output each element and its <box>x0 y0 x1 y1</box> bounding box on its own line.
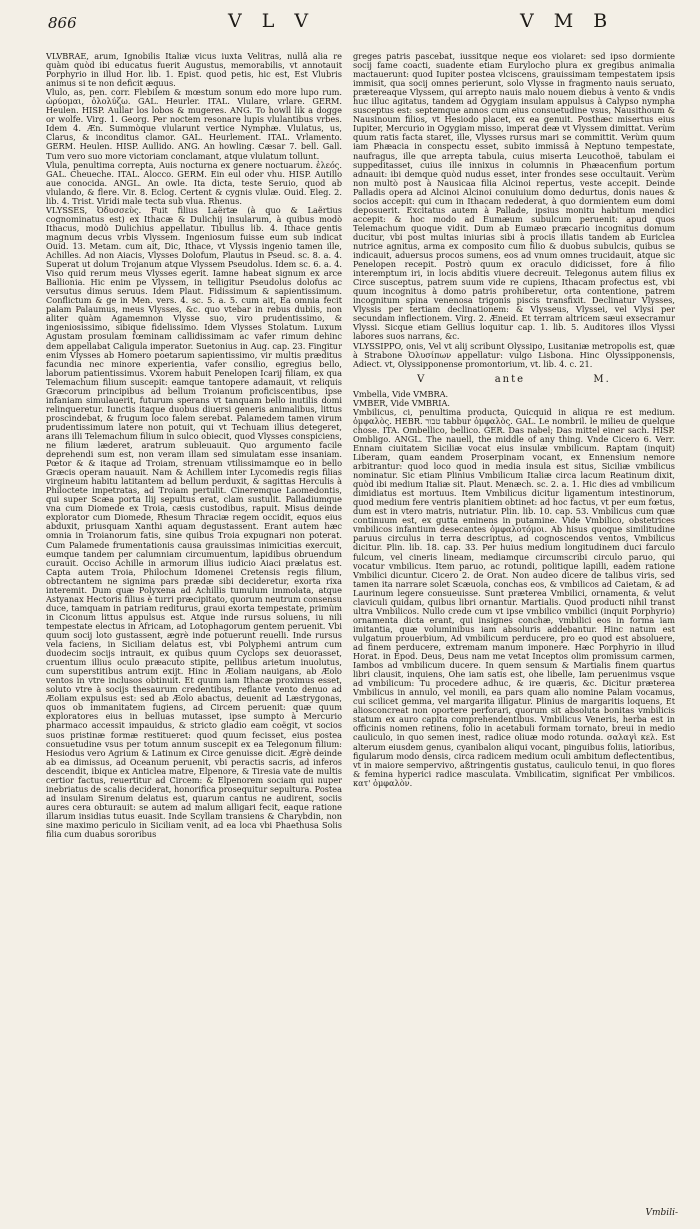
entry-vlysses: VLYSSES, Ὀδυσσεὺς. Fuit filius Laërtæ (à quo & Laërtius cognominatus est) ex Ithacæ & Dulichij insularum, à quibus modò Ithacus, modò Dulichius appellatur. Tibullus lib. 4. Ithace gentis magnum decus vrbis Vlyssem. Ingeniosum fuisse eum sub indicat Ouid. 13. Metam. cum ait, Dic, Ithace, vt Vlyssis ingenio tamen ille, Achilles. Ad non Aiacis, Vlysses Dolofum, Plautus in Pseud. sc. 8. a. 4. Superat ut dolum Trojanum atque Vlyssem Pseudolus. Idem sc. 6. a. 4. Viso quid rerum meus Vlysses egerit. Iamne habeat signum ex arce Ballionia. Hic enim pe Vlyssem, in telligitur Pseudolus dolofus ac versutus dimus seruus. Idem Plaut. Fidissimum & sapientissimum. Conflictum & ge in Men. vers. 4. sc. 5. a. 5. cum ait, Ea omnia fecit palam Palaumus, meus Vlysses, &c. quo vtebar in rebus dubiis, non aliter quàm Agamemnon Vlysse suo, viro prudentissimo, & ingeniosissimo, sibique fidelissimo. Idem Vlysses Stolatum. Luxum Agustam prosulam fœminam callidissimam ac vafer rimum dehinc dem appellabat Caligula imperator. Suetonius in Aug. cap. 23. Fingitur enim Vlysses ab Homero poetarum sapientissimo, vir multis præditus facundia nec minore experientia, vafer consilio, egregius bello, laborum patientissimus. Vxorem habuit Penelopen Icarij filiam, ex qua Telemachum filium suscepit: eamque tantopere adamauit, vt reliquis Græcorum principibus ad bellum Troianum proficiscentibus, ipse infaniam simulauerit, futurum sperans vt tanquam bello inutilis domi relinqueretur. Iunctis itaque duobus diuersi generis animalibus, littus proscindebat, & frugum loco falem serebat. Palamedem tamen virum prudentissimum latere non potuit, qui vt Techuam illius detegeret, arans illi Telemachum filium in sulco obiecit, quod Vlysses conspiciens, ne filium læderet, aratrum subleuauit. Quo argumento facile deprehendi sum est, non veram illam sed simulatam esse insaniam. Pœtor & & itaque ad Troiam, strenuam vtilissimamque eo in bello Græcis operam nauauit. Nam & Achillem inter Lycomedis regis filias virgineum habitu latitantem ad bellum perduxit, & sagittas Herculis à Philoctete impetratas, ad Troiam pertulit. Cineremque Laomedontis, qui super Scæa porta Ilij sepultus erat, clam sustulit. Palladiumque vna cum Diomede ex Troia, cæsis custodibus, rapuit. Misus deinde explorator cum Diomede, Rhesum Thraciæ regem occidit, equos eius abduxit, priusquam Xanthi aquam degustassent. Erant autem hæc omnia in Troianorum fatis, sine quibus Troia expugnari non poterat. Cum Palamede frumentationis causa grauissimas inimicitias exercuit, eumque tandem per calumniam circumuentum, lapidibus obruendum curauit. Occiso Achille in armorum illius iudicio Aiaci prælatus est. Capta autem Troia, Philochum Idomenei Cretensis regis filium, obtrectantem ne signima pars prædæ sibi decideretur, exorta rixa interemit. Dum quæ Polyxena ad Achillis tumulum immolata, atque Astyanax Hectoris filius è turri præcipitato, quorum neutrum consensu duce, tamquam in patriam rediturus, graui exorta tempestate, primùm in Ciconum littus appulsus est. Atque inde rursus soluens, iu nili tempestate electus in Africam, ad Lotophagorum gentem peruenit. Vbi quum socij loto gustassent, ægrè inde potuerunt reuelli. Inde rursus vela faciens, in Siciliam delatus est, vbi Polyphemi antrum cum duodecim socijs intrauit, ex quibus quum Cyclops sex deuorasset, cruentum illius oculo præacuto stipite, pellibus arietum inuolutus, cum superstitibus antrum exijt. Hinc in Æoliam nauigans, ab Æolo ventos in vtre inclusos obtinuit. Et quum iam Ithacæ proximus esset, soluto vtre à socijs thesaurum credentibus, reflante vento denuo ad Æoliam expulsus est: sed ab Æolo abactus, deuenit ad Læstrygonas, quos ob immanitatem fugiens, ad Circem peruenit: quæ quum exploratores eius in belluas mutasset, ipse sumpto à Mercurio pharmaco accessit impauidus, & stricto gladio eam coëgit, vt socios suos pristinæ formæ restitueret: quod quum fecisset, eius postea consuetudine vsus per totum annum suscepit ex ea Telegonum filium: Hesiodus vero Agrium & Latinum ex Circe genuisse dicit. Ægrè deinde ab ea dimissus, ad Oceanum peruenit, vbi peractis sacris, ad inferos descendit, ibique ex Anticlea matre, Elpenore, & Tiresia vate de multis certior factus, reuertitur ad Circem: & Elpenorem sociam qui nuper inebriatus de scalis deciderat, honorifica prosequitur sepultura. Postea ad insulam Sirenum delatus est, quarum cantus ne audirent, sociis aures cera obturauit: se autem ad malum alligari fecit, eaque ratione illarum insidias tutus euasit. Inde Scyllam transiens & Charybdin, non sine maximo periculo in Siciliam venit, ad ea loca vbi Phaethusa Solis filia cum duabus sororibus <box>46 204 342 840</box>
page-header <box>0 0 700 40</box>
running-head-right: V M B <box>520 10 615 32</box>
running-head-left: V L V <box>228 10 316 32</box>
entry-vlula: Vlula, penultima correpta, Auis nocturna ex genere noctuarum. ἐλεός. GAL. Cheueche. ITAL. Alocco. GERM. Ein eul oder vhu. HISP. Autillo aue conocida. ANGL. An owle. Ita dicta, teste Seruio, quod ab vlulando, & flere. Vir. 8. Eclog. Certent & cygnis vlulæ. Ouid. Eleg. 2. lib. 4. Trist. Viridi male tecta sub vlua. Rhenus. <box>46 159 342 206</box>
right-column <box>353 52 675 1222</box>
section-heading-next: M. <box>593 373 611 385</box>
catchword: Vmbili- <box>645 1208 678 1218</box>
entry-vlulo: Vlulo, as, pen. corr. Flebilem & mœstum sonum edo more lupo rum. ὠρύομαι, ὀλολύζω. GAL. Heurler. ITAL. Vlulare, vrlare. GERM. Heulen. HISP. Aullar los lobos & mugeres. ANG. To howll lik a dogge or wolfe. Virg. 1. Georg. Per noctem resonare lupis vlulantibus vrbes. Idem 4. Æn. Summòque vlularunt vertice Nymphæ. Vlulatus, us, Clarus, & inconditus clamor. GAL. Heurlement. ITAL. Vrlamento. GERM. Heulen. HISP. Aullido. ANG. An howling. Cæsar 7. bell. Gall. Tum vero suo more victoriam conclamant, atque vlulatum tollunt. <box>46 87 342 161</box>
section-heading-letter: V <box>417 373 427 385</box>
left-column <box>46 52 342 1222</box>
entry-vmbilicus: Vmbilicus, ci, penultima producta, Quicquid in aliqua re est medium. ὀμφαλὸς. HEBR. טבור tabbur ὀμφαλὸς. GAL. Le nombril. le milieu de quelque chose. ITA. Ombellico, bellico. GER. Das nabel; Das mittel einer sach. HISP. Ombligo. ANGL. The nauell, the middle of any thing. Vnde Cicero 6. Verr. Ennam ciuitatem Siciliæ vocat eius insulæ vmbilicum. Raptam (inquit) Liberam, quam eandem Proserpinam vocant, ex Ennensium nemore arbitrantur: quod loco quod in media insula est situs, Siciliæ vmbilicus nominatur. Sic etiam Plinius Vmbilicum Italiæ circa lacum Reatinum dixit, quòd ibi medium Italiæ sit. Plaut. Menæch. sc. 2. a. 1. Hic dies ad vmbilicum dimidiatus est mortuus. Item Vmbilicus dicitur ligamentum intestinorum, quod medium fere ventris planitiem obtinet: ad hoc factus, vt per eum fœtus, dum est in vtero matris, nutriatur. Plin. lib. 10. cap. 53. Vmbilicus cum quæ continuum est, ex gutta eminens in putamine. Vide Vmbilico, obstetrices vmbilicos infantium desecantes ὀμφαλοτόμοι. Ab hisus quoque similitudine paruus circulus in terra descriptus, ad cognoscendos ventos, Vmbilicus dicitur. Plin. lib. 18. cap. 33. Per huius medium longitudinem duci farculo fulcum, vel cineris lineam, mediamque circumscribi circulo paruo, qui vocatur vmbilicus. Item paruo, ac rotundi, politique lapilli, eadem ratione Vmbilici dicuntur. Cicero 2. de Orat. Non audeo dicere de talibus viris, sed tamen ita narrare solet Scæuola, conchas eos, & vmbilicos ad Caietam, & ad Laurinum legere consueuisse. Sunt præterea Vmbilici, ornamenta, & velut claviculi quidam, quibus libri ornantur. Martialis. Quod producti nihil transt ultra Vmbilicos. Nullo crede cum vt ipse vmbilico vmbilici (inquit Porphyrio) ornamenta dicta erant, qui insignes conchæ, vmbilici eos in forma iam imitantia, quæ voluminibus iam absoluris addebantur. Hinc natum est vulgatum prouerbium, Ad vmbilicum perducere, pro eo quod est absoluere, ad finem perducere, extremam manum imponere. Hæc Porphyrio in illud Horat. in Epod. Deus, Deus nam me vetat Inceptos olim promissum carmen, Iambos ad vmbilicum ducere. In quem sensum & Martialis finem quartus libri clausit, inquiens, Ohe iam satis est, ohe libelle, Iam peruenimus vsque ad vmbilicum: Tu procedere adhuc, & ire quæris, &c. Dicitur præterea Vmbilicus in annulo, vel monili, ea pars quam alio nomine Palam vocamus, cui scilicet gemma, vel margarita illigatur. Plinius de margaritis loquens, Et aliosconcreat non oportere perforari, quorum sit absoluta bonitas vmbilicis statum ex auro capita comprehendentibus. Vmbilicus Veneris, herba est in officinis nomen retinens, folio in acetabuli formam tornato, breui in medio cauliculo, in quo semen inest, radice oliuæ modo rotunda. σαλαγὶ κελ. Est alterum eiusdem genus, cyanibalon aliqui vocant, pinguibus foliis, latioribus, figularum modo densis, circa radicem medium oculi ambitum deflectentibus, vt in maiore sempervivo, aßtringentis gustatus, cauliculo tenui, in quo flores & femina hyperici radice masculata. Vmbilicatim, significat Per vmbilicos. κατ' ὀμφαλὸν. <box>353 406 675 788</box>
page-number: 866 <box>48 14 77 32</box>
section-heading-ante: ante <box>494 373 526 385</box>
section-heading <box>353 375 675 384</box>
entry-vmber: VMBER, Vide VMBRIA. <box>353 397 450 408</box>
entry-vlyssippo: VLYSSIPPO, onis, Vel vt alij scribunt Olyssipo, Lusitaniæ metropolis est, quæ à Strabone Ὀλυσίπων appellatur: vulgo Lisbona. Hinc Olyssipponensis, Adiect. vt, Olyssipponense promontorium, vt. lib. 4. c. 21. <box>353 340 675 369</box>
entry-vmbella: Vmbella, Vide VMBRA. <box>353 388 449 399</box>
entry-vlysses-continued: greges patris pascebat, iussitque neque eos violaret: sed ipso dormiente socij fame coacti, suadente etiam Eurylocho plura ex gregibus animalia mactauerunt: quod Iupiter postea vlciscens, grauissimam tempestatem ipsis immisit, qua socij omnes perierunt, solo Vlysse in fragmento nauis seruato, prætereaque Vlyssem, qui arrepto nauis malo nouem diebus à vento & vndis huc illuc agitatus, tandem ad Ogygiam insulam appulsus à Calypso nympha susceptus est: septemque annos cum eius consuetudine vsus, Nausithoum & Nausinoum filios, vt Hesiodo placet, ex ea genuit. Posthæc misertus eius Iupiter, Mercurio in Ogygiam misso, imperat deæ vt Vlyssem dimittat. Verùm quum ratis facta staret, ille, Vlysses rursus mari se committit. Verùm quum iam Phæacia in conspectu esset, subito immissâ à Neptuno tempestate, naufragus, ille que arrepta tabula, cuius miserta Leucothoë, tabulam ei suppeditasset, cuius ille innixus in columnis in Phæacenfium portum adnauit: ibi demque quòd nudus esset, inter frondes sese occultauit. Verùm non multò post à Nausicaa filia Alcinoi repertus, veste accepit. Deinde Palladis opera ad Alcinoi Alcinoi conuiuium domo dedurtus, donis naues & socios accepit: qui cum in Ithacam redederat, à quo dormientem eum domi deposuerit. Excitatus autem à Pallade, ipsius monitu habitum mendici accepit: & hoc modo ad Eumæum subulcum peruenit: apud quos Telemachum quoque vidit. Dum ab Eumæo præcario incognitus domum ducitur, vbi post multas iniurias sibi à procis illatis tandem ab Euriclea nutrice agnitus, arma ex composito cum filio & duobus subulcis, quibus se indicauit, aduersus procos sumens, eos ad vnum omnes trucidauit, atque sic Penelopen recepit. Postrò quum ex oraculo didicisset, fore à filio interemptum iri, in locis abditis viuere decreuit. Telegonus autem filius ex Circe susceptus, patrem suum vide re cupiens, Ithacam profectus est, vbi quum incognitus à domo patris prohiberetur, orta contentione, patrem incognitum spina venenosa trigonis piscis transfixit. Declinatur Vlysses, Vlyssis per tertiam declinationem: & Vlysseus, Vlyssei, vel Vlysi per secundam inflectionem. Virg. 2. Æneid. Et terram altricem sæui exsecramur Vlyssi. Sicque etiam Gellius loquitur cap. 1. lib. 5. Auditores illos Vlyssi labores suos narrans, &c. <box>353 52 675 342</box>
entry-vlubrae: VLVBRAE, arum, Ignobilis Italiæ vicus iuxta Velitras, nullâ alia re quàm quòd ibi educatus fuerit Augustus, memorabilis, vt annotauit Porphyrio in illud Hor. lib. 1. Epist. quod petis, hic est, Est Vlubris animus si te non deficit æquus. <box>46 52 342 89</box>
